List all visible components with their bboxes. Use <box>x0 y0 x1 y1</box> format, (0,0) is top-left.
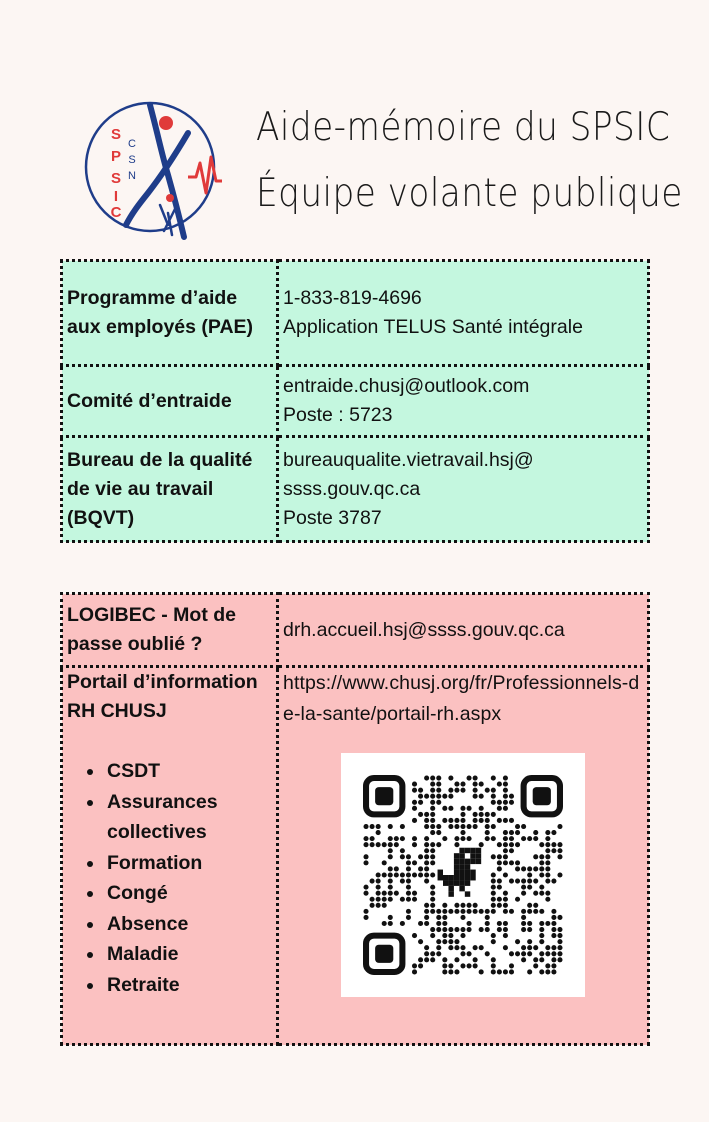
title-line-1: Aide-mémoire du SPSIC <box>256 105 671 150</box>
list-item: • Absence <box>105 909 272 940</box>
pae-app: Application TELUS Santé intégrale <box>283 316 583 338</box>
table-row <box>62 437 649 542</box>
page-title <box>256 95 683 227</box>
table-row <box>62 261 649 366</box>
svg-text:I: I <box>113 188 119 205</box>
hr-resources-table <box>60 592 650 1046</box>
list-item: • Maladie <box>105 939 272 970</box>
bqvt-email-part2[interactable]: ssss.gouv.qc.ca <box>283 477 421 500</box>
pae-value <box>278 261 649 366</box>
bqvt-value <box>278 437 649 542</box>
bqvt-extension: Poste 3787 <box>283 506 382 529</box>
support-contacts-table <box>60 259 650 543</box>
svg-text:C: C <box>110 204 122 221</box>
bqvt-label: Bureau de la qualité de vie au travail (BQVT) <box>62 437 278 542</box>
logibec-email[interactable]: drh.accueil.hsj@ssss.gouv.qc.ca <box>278 594 649 667</box>
bqvt-email-part1[interactable]: bureauqualite.vietravail.hsj@ <box>283 448 534 471</box>
portal-label: Portail d’information RH CHUSJ <box>67 671 258 722</box>
list-item: • CSDT <box>105 756 272 787</box>
portal-link-cell <box>278 667 649 1045</box>
portal-url[interactable]: https://www.chusj.org/fr/Professionnels-de-la-sante/portail-rh.aspx <box>283 672 640 725</box>
svg-text:P: P <box>110 148 122 165</box>
table-row <box>62 366 649 437</box>
svg-text:S: S <box>128 154 136 166</box>
qr-code-icon <box>363 775 563 975</box>
logibec-label: LOGIBEC - Mot de passe oublié ? <box>62 594 278 667</box>
list-item: • Congé <box>105 878 272 909</box>
entraide-extension: Poste : 5723 <box>283 404 393 426</box>
list-item: • Assurances collectives <box>105 787 272 848</box>
svg-text:S: S <box>110 170 122 187</box>
entraide-email[interactable]: entraide.chusj@outlook.com <box>283 375 530 397</box>
pae-phone[interactable]: 1-833-819-4696 <box>283 287 422 309</box>
svg-text:C: C <box>128 138 136 150</box>
list-item: • Retraite <box>105 970 272 1001</box>
spsic-csn-logo <box>80 95 230 250</box>
table-row <box>62 594 649 667</box>
portal-cell <box>62 667 278 1045</box>
entraide-value <box>278 366 649 437</box>
list-item: • Formation <box>105 848 272 879</box>
svg-text:N: N <box>128 170 136 182</box>
pae-label: Programme d’aide aux employés (PAE) <box>62 261 278 366</box>
table-row <box>62 667 649 1045</box>
entraide-label: Comité d’entraide <box>62 366 278 437</box>
portal-qr-code[interactable] <box>341 753 585 997</box>
portal-topics-list <box>67 756 272 1000</box>
svg-text:S: S <box>110 126 122 143</box>
title-line-2: Équipe volante publique <box>256 171 683 216</box>
header <box>0 0 709 255</box>
